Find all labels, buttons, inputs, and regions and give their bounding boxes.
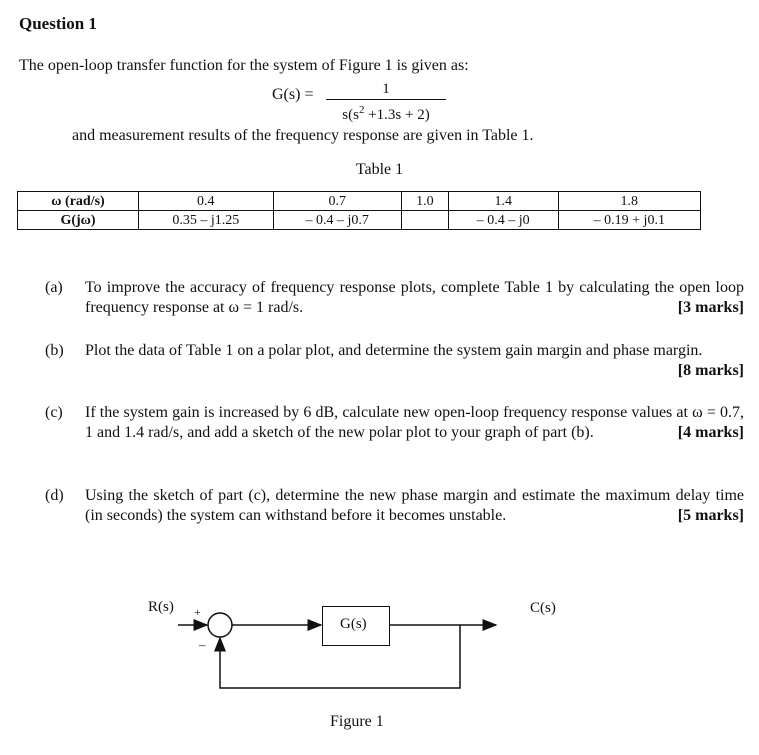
- numerator: 1: [382, 81, 390, 97]
- question-label: (b): [45, 342, 64, 359]
- g-block-label: G(s): [340, 616, 367, 632]
- question-title: Question 1: [19, 14, 97, 33]
- table-cell: – 0.4 – j0: [448, 211, 558, 230]
- table-cell: 0.7: [273, 192, 401, 211]
- table-row: [18, 192, 701, 211]
- question-a: [45, 278, 745, 322]
- marks-label: [5 marks]: [677, 507, 744, 524]
- table-cell: 0.35 – j1.25: [139, 211, 274, 230]
- output-label: C(s): [530, 600, 556, 616]
- intro-text: The open-loop transfer function for the system of Figure 1 is given as:: [19, 57, 469, 74]
- frequency-table: [17, 191, 701, 230]
- table-cell: 0.4: [139, 192, 274, 211]
- marks-label: [4 marks]: [677, 424, 744, 441]
- table-cell: [401, 211, 448, 230]
- figure-caption: Figure 1: [330, 713, 384, 730]
- table-cell: 1.4: [448, 192, 558, 211]
- question-c: [45, 403, 745, 467]
- equation-lhs: G(s) =: [272, 86, 314, 103]
- table-cell: 1.8: [558, 192, 700, 211]
- transfer-function-fraction: [326, 80, 446, 124]
- table-header-g: G(jω): [18, 211, 139, 230]
- measurement-text: and measurement results of the frequency response are given in Table 1.: [72, 127, 534, 144]
- question-label: (d): [45, 487, 64, 504]
- question-text: Plot the data of Table 1 on a polar plot, and determine the system gain margin and phase margin. [8 marks]: [85, 342, 744, 379]
- plus-sign: +: [194, 605, 201, 619]
- summing-junction: [208, 613, 232, 637]
- table-caption: Table 1: [355, 161, 404, 178]
- question-text: If the system gain is increased by 6 dB, calculate new open-loop frequency response values at ω = 0.7, 1 and 1.4 rad/s, and add a sketch of the new polar plot to your graph of part (b). [4 marks]: [85, 404, 744, 441]
- question-text: Using the sketch of part (c), determine the new phase margin and estimate the maximum delay time (in seconds) the system can withstand before it becomes unstable. [5 marks]: [85, 487, 744, 524]
- table-cell: – 0.4 – j0.7: [273, 211, 401, 230]
- table-cell: 1.0: [401, 192, 448, 211]
- marks-label: [8 marks]: [677, 362, 744, 379]
- input-label: R(s): [148, 599, 174, 615]
- question-d: [45, 486, 745, 550]
- marks-label: [3 marks]: [677, 299, 744, 316]
- fraction-bar: [326, 99, 446, 100]
- question-b: [45, 341, 745, 385]
- table-cell: – 0.19 + j0.1: [558, 211, 700, 230]
- denominator: $s(s^2 +1.3s + 2)$: [342, 104, 430, 123]
- question-text: To improve the accuracy of frequency response plots, complete Table 1 by calculating the open loop frequency response at ω = 1 rad/s. [3 marks]: [85, 279, 744, 316]
- question-label: (c): [45, 404, 63, 421]
- table-header-omega: ω (rad/s): [18, 192, 139, 211]
- minus-sign: –: [199, 637, 206, 652]
- question-label: (a): [45, 279, 63, 296]
- table-row: [18, 211, 701, 230]
